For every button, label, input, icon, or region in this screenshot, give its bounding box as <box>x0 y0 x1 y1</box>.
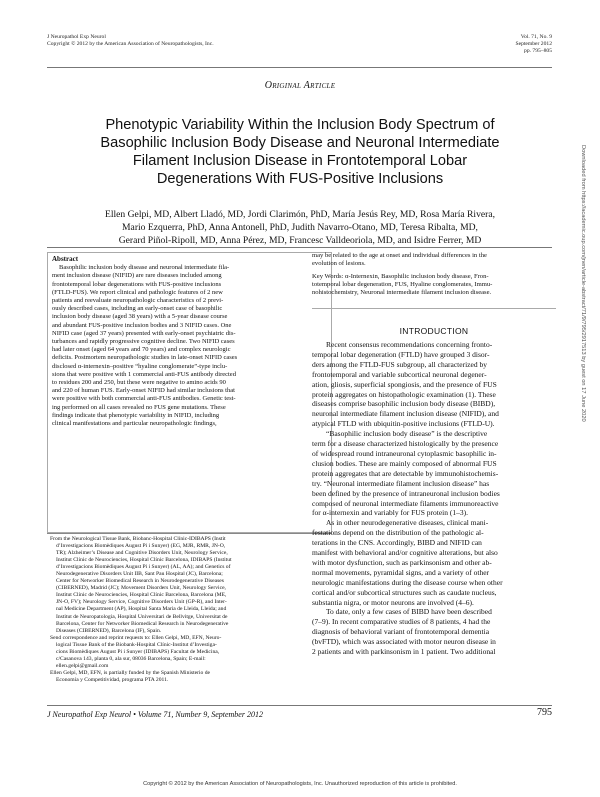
abstract-line: deficits. Postmortem neuropathologic studies in late-onset NIFID cases <box>52 354 238 362</box>
intro-line: diagnosis of behavioral variant of frontotemporal dementia <box>312 627 490 637</box>
affiliation-line: TR); Alzheimer’s Disease and Cognitive Disorders Unit, Neurology Service, <box>56 550 228 557</box>
intro-line: protein aggregates on histopathologic examination (1). These <box>312 389 496 399</box>
intro-line: diseases comprise basophilic inclusion body disease (BIBD), <box>312 399 496 409</box>
intro-line: clusion bodies. These are mainly composed of abnormal FUS <box>312 458 497 468</box>
abstract-line: clinical manifestations and particular neuropathologic findings, <box>52 420 217 428</box>
running-header-left <box>47 34 214 48</box>
affiliation-line: d’Investigacions Biomèdiques August Pi i Sunyer) (EG, MJR, RMR, JN-O, <box>56 543 226 550</box>
abstract-heading: Abstract <box>52 255 79 263</box>
intro-line: ation, gliosis, superficial spongiosis, and the presence of FUS <box>312 379 497 389</box>
intro-line: “Basophilic inclusion body disease” is the descriptive <box>326 429 488 439</box>
correspondence-line: c/Casanova 143, planta 0, ala sur, 08036 Barcelona, Spain; E-mail: <box>56 655 206 662</box>
intro-line: neurologic manifestations during the disease course when other <box>312 577 503 587</box>
intro-line: As in other neurodegenerative diseases, clinical mani- <box>326 518 489 528</box>
intro-line: neuronal intermediate filament inclusion disease (NIFID), and <box>312 409 499 419</box>
intro-line: manifest with behavioral and/or cognitive alterations, but also <box>312 548 498 558</box>
title-line: Basophilic Inclusion Body Disease and Neuronal Intermediate <box>100 135 500 151</box>
intro-line: terations in the CNS. Accordingly, BIBD and NIFID can <box>312 538 482 548</box>
abstract-line: frontotemporal lobar degenerations with FUS-positive inclusions <box>52 280 222 288</box>
abstract-line: were positive with both commercial anti-FUS antibodies. Genetic test- <box>52 395 236 403</box>
header-rule <box>47 67 552 68</box>
correspondence-line: logical Tissue Bank of the Biobank-Hospital Clínic-Institut d’Investiga- <box>56 641 217 648</box>
intro-line: try. “Neuronal intermediate filament inclusion disease” has <box>312 478 490 488</box>
abstract-line: inclusion body disease (aged 38 years) with a 5-year disease course <box>52 313 228 321</box>
affiliation-line: Neurodegenerative Disorders Unit IIB, Sant Pau Hospital (JC), Barcelona; <box>56 571 223 578</box>
abstract-line: disclosed α-internexin–positive “hyaline conglomerate”-type inclu- <box>52 362 228 370</box>
funding-line: Ellen Gelpi, MD, EFN, is partially funded by the Spanish Ministerio de <box>50 669 211 676</box>
introduction-heading: INTRODUCTION <box>399 326 469 336</box>
intro-line: protein aggregates that are detectable by immunohistochemis- <box>312 468 499 478</box>
affiliations <box>50 536 330 684</box>
footnote-rule <box>47 533 332 534</box>
abstract-line: (FTLD-FUS). We report clinical and pathologic features of 2 new <box>52 288 223 296</box>
title-line: Phenotypic Variability Within the Inclusion Body Spectrum of <box>105 117 495 133</box>
title-line: Degenerations With FUS-Positive Inclusions <box>156 171 444 187</box>
abstract-line: findings indicate that phenotypic variability in NIFID, including <box>52 411 220 419</box>
author-line: Gerard Piñol-Ripoll, MD, Anna Pérez, MD, Francesc Valldeoriola, MD, and Isidre Ferrer, MD <box>118 235 482 246</box>
affiliation-line: Institut de Neuropatologia, Hospital Universitari de Bellvitge, Universitat de <box>56 613 228 620</box>
abstract-line: ment inclusion disease (NIFID) are rare diseases included among <box>52 272 222 280</box>
keywords-rule <box>312 308 556 309</box>
intro-line: To date, only a few cases of BIBD have been described <box>326 607 492 617</box>
title-rule <box>47 247 552 248</box>
abstract-line: and abundant FUS-positive inclusion bodies and 3 NIFID cases. One <box>52 321 232 329</box>
footer-citation: J Neuropathol Exp Neurol • Volume 71, Number 9, September 2012 <box>47 710 263 719</box>
intro-line: for α-internexin and variably for FUS protein (1–3). <box>312 508 468 518</box>
intro-line: (7–9). In recent comparative studies of 8 patients, 4 had the <box>312 617 491 627</box>
correspondence-line: cions Biomèdiques August Pi i Sunyer (IDIBAPS) Facultat de Medicina, <box>56 648 220 655</box>
affiliation-line: nal Medicine Department (AP), Hospital Santa Maria de Lleida, Lleida; and <box>56 606 227 613</box>
correspondence-line: Send correspondence and reprint requests to: Ellen Gelpi, MD, EFN, Neuro- <box>50 634 222 641</box>
author-list <box>52 208 548 247</box>
journal-name: J Neuropathol Exp Neurol <box>47 34 106 40</box>
intro-line: been defined by the presence of intraneuronal inclusion bodies <box>312 488 500 498</box>
correspondence-email: ellen.gelpi@gmail.com <box>56 662 109 669</box>
download-watermark: Downloaded from https://academic.oup.com/jnen/article-abstract/71/9/795/2917513 by guest on 17 June 2020 <box>580 145 586 422</box>
header-copyright: Copyright © 2012 by the American Association of Neuropathologists, Inc. <box>47 41 214 48</box>
keywords-line: nohistochemistry, Neuronal intermediate filament inclusion disease. <box>312 289 492 297</box>
abstract-line: Basophilic inclusion body disease and neuronal intermediate fila- <box>59 264 230 272</box>
affiliation-line: Institut Clínic de Neurociencies, Hospital Clínic Barcelona, IDIBAPS (Institut <box>56 557 232 564</box>
intro-line: cortical and/or subcortical structures such as caudate nucleus, <box>312 587 497 597</box>
article-title <box>55 116 545 188</box>
article-type-label: Original Article <box>264 80 336 91</box>
funding-line: Economía y Competitividad, programa PTA 2011. <box>56 676 169 683</box>
title-line: Filament Inclusion Disease in Frontotemporal Lobar <box>132 153 468 169</box>
abstract-continuation <box>312 252 556 268</box>
intro-line: normal movements, pyramidal signs, and a variety of other <box>312 567 490 577</box>
intro-line: festations depend on the distribution of the pathologic al- <box>312 528 484 538</box>
affiliation-line: d’Investigacions Biomèdiques August Pi i Sunyer) (AL, AA); and Genetics of <box>56 564 231 571</box>
abstract-line: and 220 of human FUS. Early-onset NIFID had similar inclusions that <box>52 387 235 395</box>
intro-line: with motor dysfunction, such as parkinsonism and other ab- <box>312 557 492 567</box>
footer-copyright: Copyright © 2012 by the American Association of Neuropathologists, Inc. Unauthorized reproduction of this article is prohibited. <box>143 781 457 787</box>
intro-line: frontotemporal and variable subcortical neuronal degener- <box>312 369 487 379</box>
intro-line: term for a disease characterized histologically by the presence <box>312 439 499 449</box>
abstract-line: ing performed on all cases revealed no FUS gene mutations. These <box>52 403 226 411</box>
intro-line: composed of neuronal intermediate filaments immunoreactive <box>312 498 499 508</box>
affiliation-line: (CIBERNED), Madrid (JC); Movement Disorders Unit, Neurology Service, <box>56 585 226 592</box>
intro-line: 2 patients and with parkinsonism in 1 patient. Two additional <box>312 647 496 657</box>
page-number: 795 <box>537 707 552 718</box>
intro-line: of widespread round intraneuronal cytoplasmic basophilic in- <box>312 448 497 458</box>
volume-issue: Vol. 71, No. 9 <box>520 34 552 40</box>
affiliation-line: Barcelona, Center for Networker Biomedical Research in Neurodegenerative <box>56 620 229 627</box>
abstract-line: sions that were positive with 1 commercial anti-FUS antibody directed <box>52 370 236 378</box>
page-range: pp. 795–805 <box>524 48 552 55</box>
intro-line: ders among the FTLD-FUS subgroup, all characterized by <box>312 359 487 369</box>
abstract-line: NIFID case (aged 37 years) presented with early-onset psychiatric dis- <box>52 329 236 337</box>
abstract-line: ously described cases, including an early-onset case of basophilic <box>52 305 223 313</box>
issue-date: September 2012 <box>515 41 552 48</box>
running-header-right <box>482 34 552 56</box>
author-line: Ellen Gelpi, MD, Albert Lladó, MD, Jordi Clarimón, PhD, María Jesús Rey, MD, Rosa María Rivera, <box>104 209 495 220</box>
affiliation-line: From the Neurological Tissue Bank, Biobanc-Hospital Clínic-IDIBAPS (Instit <box>50 536 226 542</box>
intro-line: temporal lobar degeneration (FTLD) have grouped 3 disor- <box>312 349 490 359</box>
affiliation-line: Diseases (CIBERNED), Barcelona (IF), Spain. <box>56 627 162 634</box>
abstract-line: turbances and rapidly progressive cognitive decline. Two NIFID cases <box>52 338 235 346</box>
author-line: Mario Ezquerra, PhD, Anna Antonell, PhD, Judith Navarro-Otano, MD, Teresa Ribalta, MD, <box>122 222 478 233</box>
keywords-line: Key Words: α-Internexin, Basophilic inclusion body disease, Fron- <box>312 273 489 280</box>
abstract-line: patients and reevaluate neuropathologic characteristics of 2 previ- <box>52 297 224 305</box>
intro-line: Recent consensus recommendations concerning fronto- <box>326 340 493 349</box>
keywords-line: totemporal lobar degeneration, FUS, Hyaline conglomerates, Immu- <box>312 281 493 289</box>
footer-rule <box>47 705 552 706</box>
abstract-line: had later onset (aged 64 years and 70 years) and complex neurologic <box>52 346 231 354</box>
intro-line: substantia nigra, or motor neurons are involved (4–6). <box>312 597 474 607</box>
affiliation-line: JN-O, FV); Neurology Service, Cognitive Disorders Unit (GP-R), and Inter- <box>56 599 227 606</box>
keywords <box>312 273 556 298</box>
abstract-continuation-line: evolution of lesions. <box>312 260 366 268</box>
abstract <box>52 255 328 428</box>
affiliation-line: Center for Networker Biomedical Research in Neurodegenerative Diseases <box>56 578 224 585</box>
abstract-continuation-line: may be related to the age at onset and individual differences in the <box>312 252 487 259</box>
intro-line: atypical FTLD with ubiquitin-positive inclusions (FTLD-U). <box>312 419 495 429</box>
introduction-body <box>312 340 556 657</box>
affiliation-line: Institut Clínic de Neurociencies, Hospital Clínic Barcelona, Barcelona (ME, <box>56 592 227 599</box>
abstract-line: to residues 200 and 250, but these were negative to amino acids 90 <box>52 379 226 387</box>
intro-line: (bvFTD), which was associated with motor neuron disease in <box>312 637 496 647</box>
